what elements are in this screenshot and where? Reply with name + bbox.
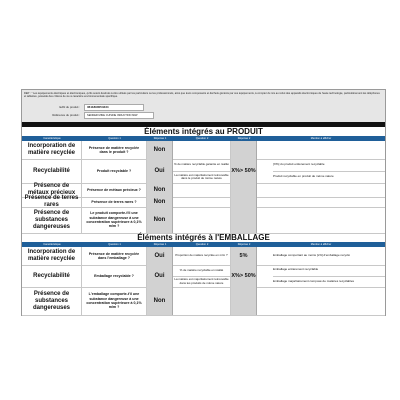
row-answer-1: Oui (147, 265, 173, 287)
row-characteristic: Présence de substances dangereuses (22, 207, 82, 233)
row-characteristic: Présence de terres rares (22, 197, 82, 207)
column-header-cell: Réponse 2 (237, 137, 251, 140)
row-answer-2 (231, 287, 257, 315)
row-mention (257, 265, 385, 287)
row-characteristic: Recyclabilité (22, 159, 82, 183)
row-answer-2 (231, 183, 257, 197)
row-answer-1: Non (147, 183, 173, 197)
ean-label: EAN du produit : (59, 105, 80, 109)
mention-line: Produit recyclable en produit de même nature (273, 171, 385, 184)
column-header-cell: Caractéristique (43, 243, 61, 246)
ref-value: SENDER MINE CUISINE INDUCTION 60W (84, 112, 154, 119)
column-header-cell: Mention à afficher (310, 137, 332, 140)
row-mention (257, 207, 385, 233)
row-answer-1: Non (147, 287, 173, 315)
ean-value: 3611890054234 (84, 104, 144, 111)
row-characteristic: Incorporation de matière recyclée (22, 247, 82, 265)
row-mention (257, 287, 385, 315)
row-answer-2 (231, 207, 257, 233)
question-2-line: % de matière recyclable garantie en réalité (174, 162, 229, 166)
row-mention (257, 141, 385, 159)
row-answer-2: 5% (231, 247, 257, 265)
row-mention (257, 183, 385, 197)
row-answer-2: X%> 50% (231, 159, 257, 183)
question-2-line: La matière est majoritairement retrouvable dans les produits de même nature (173, 276, 230, 288)
table-row (22, 141, 385, 160)
row-question-1: Le produit comporte-t'il une substance dangereuse à une concentration supérieure à 0,1% m/m ? (82, 207, 147, 233)
row-characteristic: Présence de métaux précieux (22, 183, 82, 197)
table-row (22, 265, 385, 288)
row-answer-1: Oui (147, 159, 173, 183)
table-row (22, 207, 385, 234)
header-panel (22, 90, 385, 123)
column-header-cell: Réponse 2 (237, 243, 251, 246)
row-characteristic: Recyclabilité (22, 265, 82, 287)
section-title-produit: Éléments intégrés au PRODUIT (144, 127, 263, 136)
row-answer-2 (231, 141, 257, 159)
row-question-1: Présence de métaux précieux ? (82, 183, 147, 197)
column-header-cell: Mention à afficher (310, 243, 332, 246)
row-characteristic: Incorporation de matière recyclée (22, 141, 82, 159)
row-question-2 (173, 197, 231, 207)
row-question-1: L'emballage comporte-t'il une substance dangereuse à une concentration supérieure à 0,1% m/m ? (82, 287, 147, 315)
mention-line: Emballage comportant au moins [x%] d'emballage recyclé (273, 253, 350, 258)
row-question-1: Présence de terres rares ? (82, 197, 147, 207)
row-answer-1: Non (147, 197, 173, 207)
column-header-cell: Caractéristique (43, 137, 61, 140)
question-2-line: Proportion de matière recyclée en m/m ? (175, 253, 228, 258)
row-answer-1: Non (147, 141, 173, 159)
row-mention (257, 197, 385, 207)
row-answer-2 (231, 197, 257, 207)
question-2-line: La matière est majoritairement retrouvable dans le produit de même nature (173, 171, 230, 184)
row-question-1: Emballage recyclable ? (82, 265, 147, 287)
section-title-emballage: Éléments intégrés à l'EMBALLAGE (137, 233, 270, 242)
product-sheet (21, 89, 386, 316)
mention-line: [X%] du produit entièrement recyclable (273, 161, 325, 166)
row-question-2 (173, 287, 231, 315)
row-question-1: Présence de matière recyclée dans le produit ? (82, 141, 147, 159)
table-row (22, 287, 385, 316)
column-header-cell: Question 2 (195, 137, 209, 140)
column-header-cell: Réponse 1 (153, 137, 167, 140)
row-answer-1: Oui (147, 247, 173, 265)
row-question-1: Présence de matière recyclée dans l'emballage ? (82, 247, 147, 265)
column-header-cell: Question 1 (108, 243, 121, 246)
row-question-2 (173, 247, 231, 265)
row-mention (257, 159, 385, 183)
question-2-line: % de matière recyclable en réalité (179, 267, 224, 272)
row-question-1: Produit recyclable ? (82, 159, 147, 183)
mention-line: Emballage entièrement recyclable (273, 267, 319, 272)
row-characteristic: Présence de substances dangereuses (22, 287, 82, 315)
column-header-cell: Question 1 (108, 137, 121, 140)
table-row (22, 247, 385, 266)
mention-line: Emballage majoritairement composé de matières recyclables (273, 276, 385, 288)
row-answer-1: Non (147, 207, 173, 233)
intro-text: DEP : " Les équipements électriques et électroniques, qu'ils soient destinés à être utilisés par les particuliers ou les professionnels, ainsi que leurs composants et déchets générés par ces équipements, à compter du mis au rebut des appareils électroniques de haute technologie, particulièrement les téléphones et tablettes, possède des critères de vie à caractère environnementale spécifique. (24, 92, 380, 98)
row-answer-2: X%> 50% (231, 265, 257, 287)
row-question-2 (173, 183, 231, 197)
table-row (22, 159, 385, 184)
column-header-cell: Question 2 (195, 243, 209, 246)
column-header-cell: Réponse 1 (153, 243, 167, 246)
row-question-2 (173, 159, 231, 183)
row-question-2 (173, 141, 231, 159)
row-question-2 (173, 265, 231, 287)
ref-label: Référence du produit : (52, 113, 80, 117)
row-question-2 (173, 207, 231, 233)
row-mention (257, 247, 385, 265)
